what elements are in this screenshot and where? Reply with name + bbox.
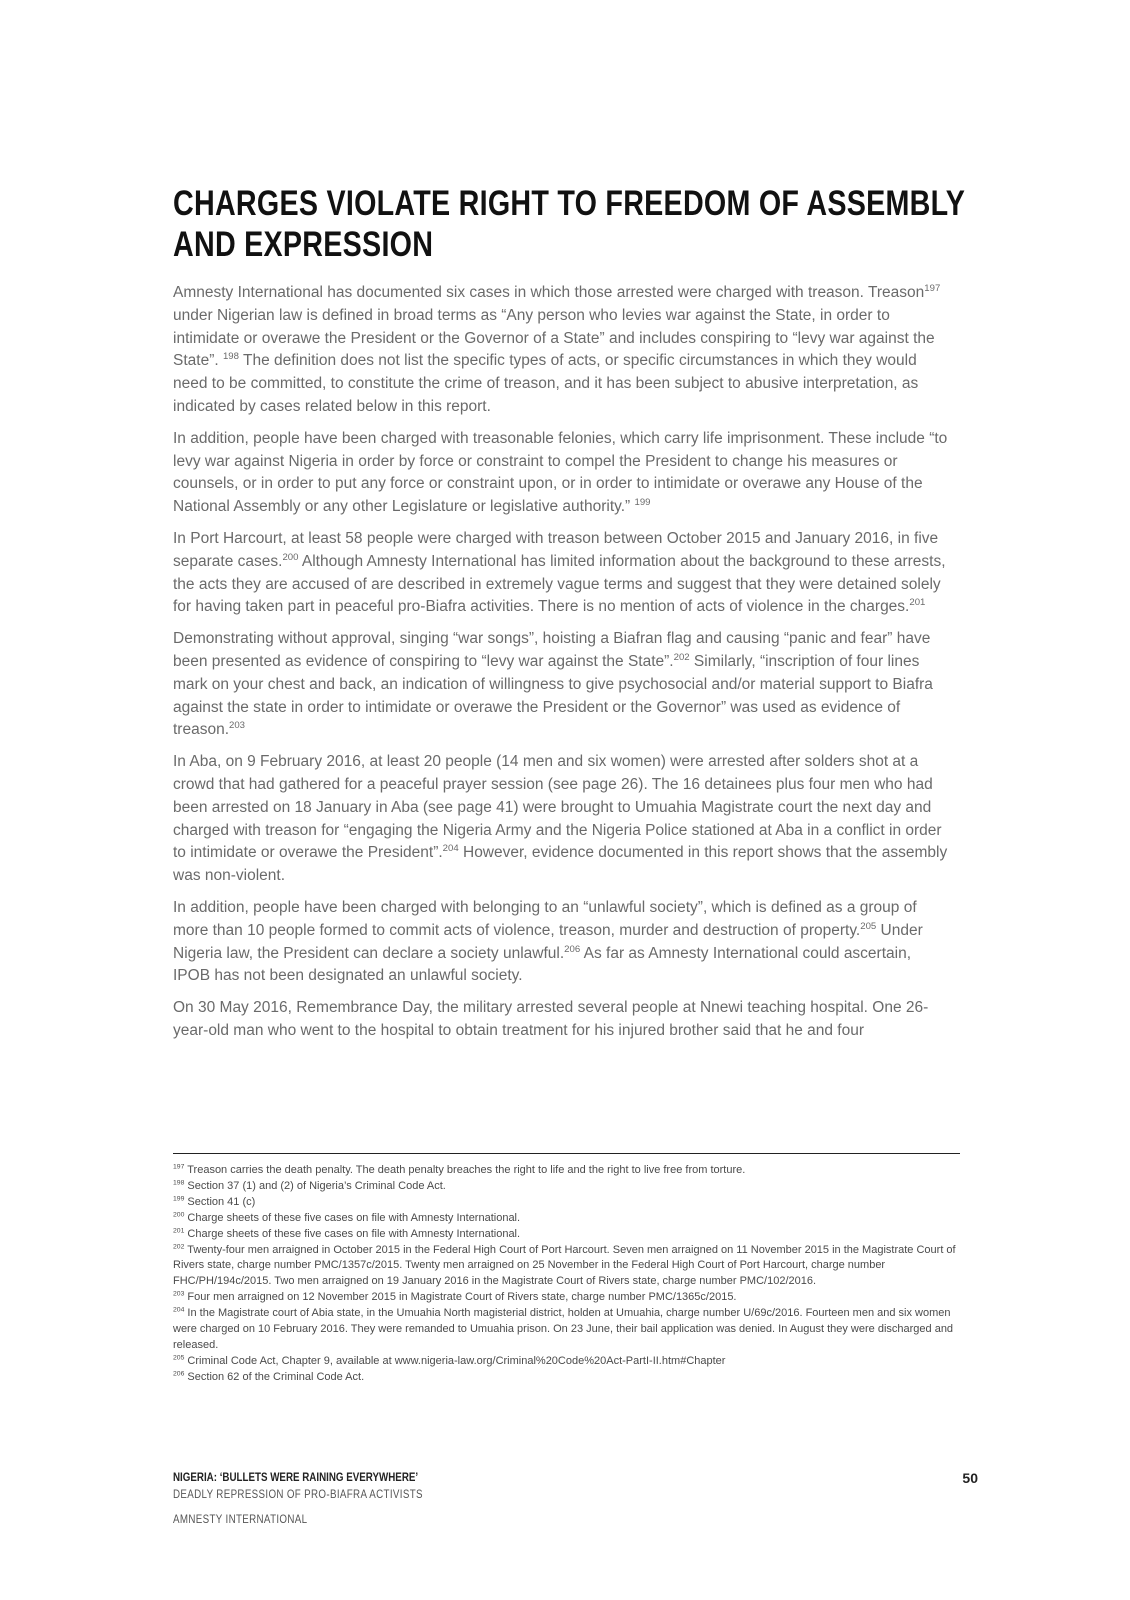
section-heading xyxy=(173,183,966,265)
footnote-reference[interactable]: 206 xyxy=(564,943,581,955)
footnote-number: 205 xyxy=(173,1354,185,1362)
page-number: 50 xyxy=(962,1470,978,1486)
body-text xyxy=(173,282,948,1052)
footer-report-title: NIGERIA: ‘BULLETS WERE RAINING EVERYWHERE’ xyxy=(173,1472,419,1484)
footnote-text: Section 62 of the Criminal Code Act. xyxy=(184,1370,365,1383)
body-paragraph xyxy=(173,528,948,619)
footnote xyxy=(173,1370,960,1386)
heading-line-1: CHARGES VIOLATE RIGHT TO FREEDOM OF ASSEMBLY xyxy=(173,184,966,223)
footnotes xyxy=(173,1163,960,1386)
body-paragraph xyxy=(173,282,948,419)
footnote-number: 197 xyxy=(173,1163,185,1171)
paragraph-text: In addition, people have been charged with treasonable felonies, which carry life imprisonment. These include “to levy war against Nigeria in order by force or constraint to compel the President to change his measures or counsels, or in order to put any force or constraint upon, or in order to intimidate or overawe any House of the National Assembly or any other Legislature or legislative authority.” xyxy=(173,429,948,516)
footnote-divider xyxy=(173,1153,960,1154)
footnote xyxy=(173,1354,960,1370)
footer-organization: AMNESTY INTERNATIONAL xyxy=(173,1514,308,1526)
footnote-reference[interactable]: 198 xyxy=(222,351,239,363)
body-paragraph xyxy=(173,897,948,988)
footnote xyxy=(173,1290,960,1306)
footer-publication-info xyxy=(173,1470,423,1529)
footnote xyxy=(173,1306,960,1354)
paragraph-text: Amnesty International has documented six cases in which those arrested were charged with treason. Treason xyxy=(173,284,925,301)
body-paragraph xyxy=(173,997,948,1043)
heading-line-2: AND EXPRESSION xyxy=(173,225,434,264)
footnote-number: 198 xyxy=(173,1179,185,1187)
footnote xyxy=(173,1195,960,1211)
footnote-text: Charge sheets of these five cases on file with Amnesty International. xyxy=(184,1227,521,1240)
paragraph-text: As far as Amnesty International could ascertain, IPOB has not been designated an unlawful society. xyxy=(173,944,912,985)
footnote-text: Section 37 (1) and (2) of Nigeria’s Criminal Code Act. xyxy=(184,1179,446,1192)
paragraph-text: Demonstrating without approval, singing “war songs”, hoisting a Biafran flag and causing “panic and fear” have been presented as evidence of conspiring to “levy war against the State”. xyxy=(173,630,931,670)
footnote-number: 202 xyxy=(173,1242,185,1250)
body-paragraph xyxy=(173,628,948,742)
footnote-reference[interactable]: 204 xyxy=(442,843,459,855)
paragraph-text: under Nigerian law is defined in broad terms as “Any person who levies war against the State, in order to intimidate or overawe the President or the Governor of a State” and includes conspiring to “levy war against the State”. xyxy=(173,306,935,370)
footnote-reference[interactable]: 202 xyxy=(673,651,690,663)
footnote-number: 206 xyxy=(173,1370,185,1378)
footnote-number: 199 xyxy=(173,1195,185,1203)
footnote-number: 203 xyxy=(173,1290,185,1298)
paragraph-text: The definition does not list the specific types of acts, or specific circumstances in which they would need to be committed, to constitute the crime of treason, and it has been subject to abusive interpretation, as indicated by cases related below in this report. xyxy=(173,352,919,415)
paragraph-text: Under Nigeria law, the President can declare a society unlawful. xyxy=(173,921,923,962)
footnote-reference[interactable]: 203 xyxy=(229,720,246,732)
footnote-reference[interactable]: 197 xyxy=(924,282,941,294)
footnote xyxy=(173,1243,960,1291)
body-paragraph xyxy=(173,428,948,519)
footnote-text: In the Magistrate court of Abia state, in the Umuahia North magisterial district, holden at Umuahia, charge number U/69c/2016. Fourteen men and six women were charged on 10 February 2016. They were remanded to Umuahia prison. On 23 June, their bail application was denied. In August they were discharged and released. xyxy=(173,1307,954,1351)
paragraph-text: On 30 May 2016, Remembrance Day, the military arrested several people at Nnewi teaching hospital. One 26-year-old man who went to the hospital to obtain treatment for his injured brother said that he and four xyxy=(173,999,929,1039)
footnote xyxy=(173,1179,960,1195)
footnote xyxy=(173,1227,960,1243)
footnote-reference[interactable]: 201 xyxy=(909,597,926,609)
paragraph-text: Similarly, “inscription of four lines mark on your chest and back, an indication of willingness to give psychosocial and/or material support to Biafra against the state in order to intimidate or overawe the President or the Governor” was used as evidence of treason. xyxy=(173,652,933,739)
paragraph-text: Although Amnesty International has limited information about the background to these arrests, the acts they are accused of are described in extremely vague terms and suggest that they were detained solely for having taken part in peaceful pro-Biafra activities. There is no mention of acts of violence in the charges. xyxy=(173,552,946,616)
footer-report-subtitle: DEADLY REPRESSION OF PRO-BIAFRA ACTIVISTS xyxy=(173,1489,423,1501)
footnote-number: 204 xyxy=(173,1306,185,1314)
footnote-text: Treason carries the death penalty. The death penalty breaches the right to life and the right to live free from torture. xyxy=(184,1164,746,1176)
footnote-text: Criminal Code Act, Chapter 9, available at www.nigeria-law.org/Criminal%20Code%20Act-PartI-II.htm#Chapter xyxy=(184,1354,726,1367)
paragraph-text: In Aba, on 9 February 2016, at least 20 people (14 men and six women) were arrested after solders shot at a crowd that had gathered for a peaceful prayer session (see page 26). The 16 detainees plus four men who had been arrested on 18 January in Aba (see page 41) were brought to Umuahia Magistrate court the next day and charged with treason for “engaging the Nigeria Army and the Nigeria Police stationed at Aba in a conflict in order to intimidate or overawe the President”. xyxy=(173,753,942,862)
footnote-number: 201 xyxy=(173,1226,185,1234)
footnote-text: Section 41 (c) xyxy=(184,1195,256,1208)
body-paragraph xyxy=(173,751,948,888)
footnote-reference[interactable]: 200 xyxy=(282,551,299,563)
paragraph-text: In addition, people have been charged with belonging to an “unlawful society”, which is defined as a group of more than 10 people formed to commit acts of violence, treason, murder and destruction of property. xyxy=(173,898,917,939)
footnote xyxy=(173,1163,960,1179)
footnote-text: Four men arraigned on 12 November 2015 in Magistrate Court of Rivers state, charge number PMC/1365c/2015. xyxy=(184,1291,737,1304)
footnote xyxy=(173,1211,960,1227)
footnote-text: Charge sheets of these five cases on file with Amnesty International. xyxy=(184,1211,521,1224)
footnote-reference[interactable]: 199 xyxy=(634,497,651,509)
paragraph-text: However, evidence documented in this report shows that the assembly was non-violent. xyxy=(173,844,948,885)
footnote-number: 200 xyxy=(173,1211,185,1219)
footnote-text: Twenty-four men arraigned in October 2015 in the Federal High Court of Port Harcourt. Seven men arraigned on 11 November 2015 in the Magistrate Court of Rivers state, charge number PMC/1357c/2015. Twenty men arraigned on 25 November in the Federal High Court of Port Harcourt, charge number FHC/PH/194c/2015. Two men arraigned on 19 January 2016 in the Magistrate Court of Rivers state, charge number PMC/102/2016. xyxy=(173,1243,956,1288)
paragraph-text: In Port Harcourt, at least 58 people were charged with treason between October 2015 and January 2016, in five separate cases. xyxy=(173,529,939,570)
footnote-reference[interactable]: 205 xyxy=(860,920,877,932)
